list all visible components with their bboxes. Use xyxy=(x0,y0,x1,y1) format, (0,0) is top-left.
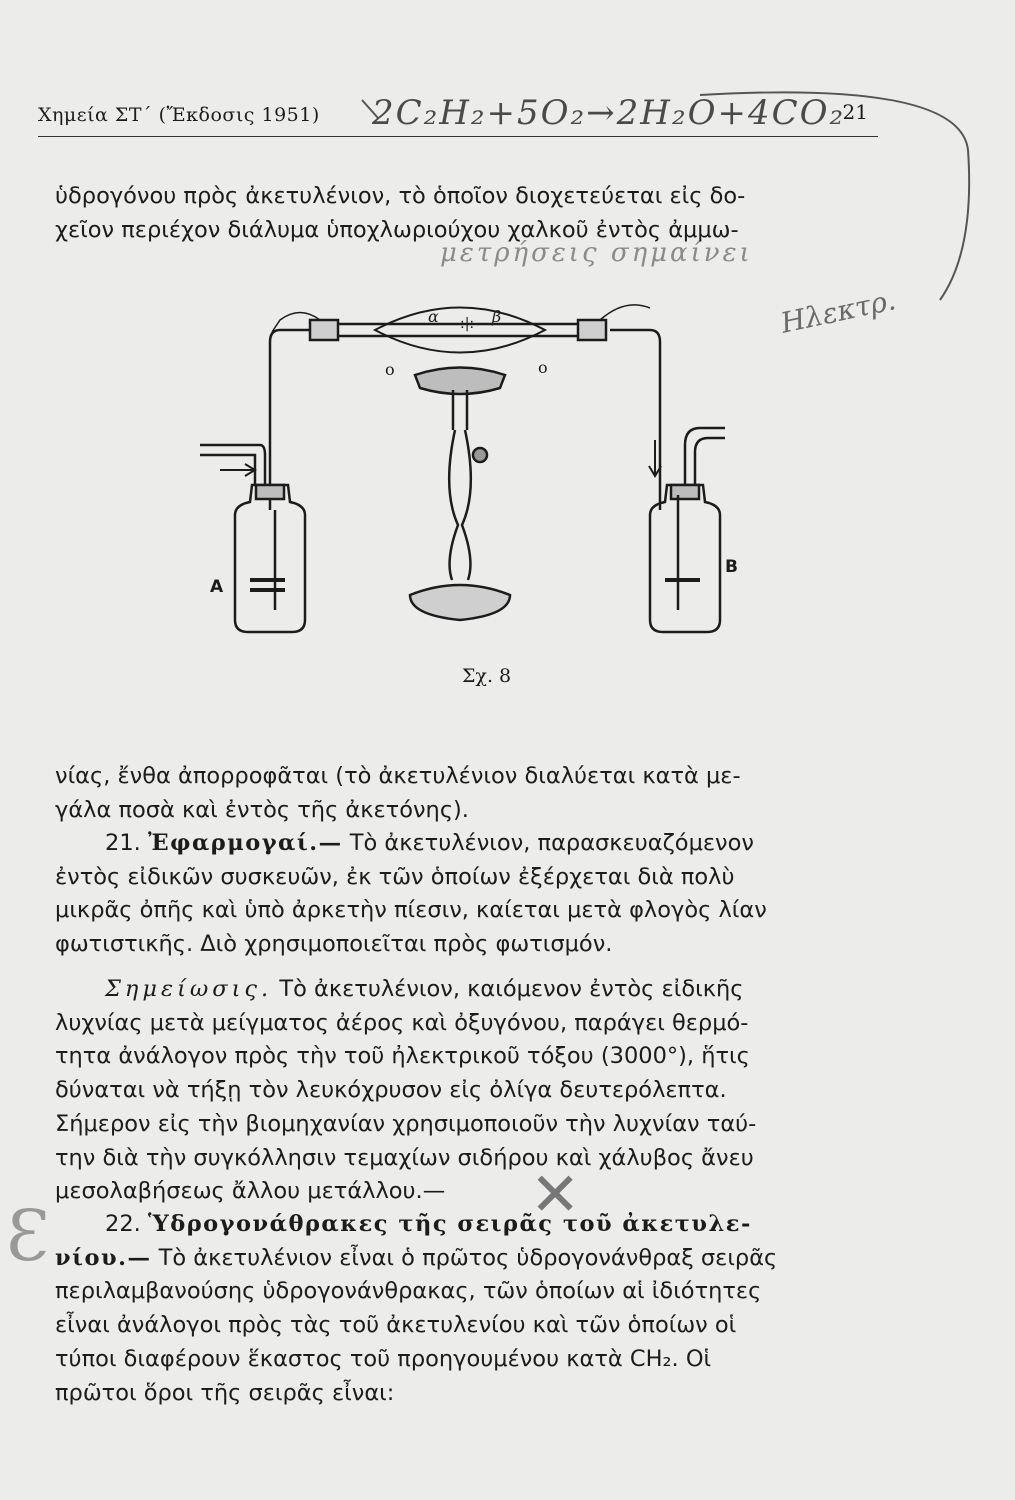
text-line: νίας, ἔνθα ἀπορροφᾶται (τὸ ἀκετυλένιον διαλύεται κατὰ με- xyxy=(55,763,741,789)
note-paragraph xyxy=(55,973,895,1209)
label-bottle-a: A xyxy=(210,577,224,597)
section-22-second-line xyxy=(55,1242,895,1276)
section-number: 22. xyxy=(105,1211,141,1237)
handwritten-note: μετρήσεις σημαίνει xyxy=(440,238,753,268)
paragraph-intro xyxy=(55,180,895,247)
text-line: ὑδρογόνου πρὸς ἀκετυλένιον, τὸ ὁποῖον διοχετεύεται εἰς δο- xyxy=(55,183,746,209)
section-22 xyxy=(55,1208,895,1410)
text-line: την διὰ τὴν συγκόλλησιν τεμαχίων σιδήρου καὶ χάλυβος ἄνευ xyxy=(55,1144,754,1171)
label-o-left: o xyxy=(385,360,395,379)
paragraph-continuation xyxy=(55,760,895,827)
label-alpha: α xyxy=(428,307,439,326)
flame-glyph: :|: xyxy=(460,316,475,332)
handwritten-formula: 2C₂H₂+5O₂→2H₂O+4CO₂ xyxy=(372,93,846,133)
section-22-first-line xyxy=(55,1208,895,1242)
section-number: 21. xyxy=(105,830,141,856)
text-line: γάλα ποσὰ καὶ ἐντὸς τῆς ἀκετόνης). xyxy=(55,796,469,823)
text-line: μεσολαβήσεως ἄλλου μετάλλου.— xyxy=(55,1178,446,1205)
section-heading-continued: νίου.— xyxy=(55,1244,152,1271)
section-21 xyxy=(55,827,895,962)
note-first-line xyxy=(55,973,895,1007)
text-line: δύναται νὰ τήξῃ τὸν λευκόχρυσον εἰς ὀλίγα δευτερόλεπτα. xyxy=(55,1077,727,1104)
text-line: λυχνίας μετὰ μείγματος ἀέρος καὶ ὀξυγόνου, παράγει θερμό- xyxy=(55,1009,749,1036)
page-number: 21 xyxy=(842,100,868,124)
section-heading: Ὑδρογονάθρακες τῆς σειρᾶς τοῦ ἀκετυλε- xyxy=(147,1211,752,1237)
text-fragment: Τὸ ἀκετυλένιον, καιόμενον ἐντὸς εἰδικῆς xyxy=(279,976,744,1002)
figure-caption: Σχ. 8 xyxy=(462,665,512,687)
label-beta: β xyxy=(492,307,502,326)
text-line: περιλαμβανούσης ὑδρογονάνθρακας, τῶν ὁποίων αἱ ἰδιότητες xyxy=(55,1278,762,1305)
text-line: τύποι διαφέρουν ἕκαστος τοῦ προηγουμένου κατὰ CH₂. Οἱ xyxy=(55,1345,712,1372)
apparatus-figure xyxy=(180,280,740,640)
text-line: τητα ἀνάλογον πρὸς τὴν τοῦ ἠλεκτρικοῦ τόξου (3000°), ἥτις xyxy=(55,1043,750,1070)
text-line: Σήμερον εἰς τὴν βιομηχανίαν χρησιμοποιοῦν τὴν λυχνίαν ταύ- xyxy=(55,1110,757,1137)
section-21-first-line xyxy=(55,827,895,861)
text-fragment: Τὸ ἀκετυλένιον εἶναι ὁ πρῶτος ὑδρογονάνθραξ σειρᾶς xyxy=(158,1244,778,1271)
text-fragment: Τὸ ἀκετυλένιον, παρασκευαζόμενον xyxy=(349,830,754,856)
section-heading: Ἐφαρμογαί.— xyxy=(147,830,343,856)
note-label: Σημείωσις. xyxy=(105,976,273,1002)
text-line: φωτιστικῆς. Διὸ χρησιμοποιεῖται πρὸς φωτισμόν. xyxy=(55,931,613,958)
text-line: πρῶτοι ὅροι τῆς σειρᾶς εἶναι: xyxy=(55,1379,395,1406)
running-title: Χημεία ΣΤ΄ (Ἔκδοσις 1951) xyxy=(38,104,320,126)
handwritten-x-mark: ✕ xyxy=(530,1160,581,1230)
label-bottle-b: B xyxy=(725,557,738,577)
text-line: μικρᾶς ὀπῆς καὶ ὑπὸ ἀρκετὴν πίεσιν, καίεται μετὰ φλογὸς λίαν xyxy=(55,897,767,924)
text-line: εἶναι ἀνάλογοι πρὸς τὰς τοῦ ἀκετυλενίου καὶ τῶν ὁποίων οἱ xyxy=(55,1312,737,1339)
handwritten-margin-note: Ηλεκτρ. xyxy=(777,283,899,340)
handwritten-sigma-mark: Ɛ xyxy=(6,1195,50,1277)
label-o-right: o xyxy=(538,358,548,377)
text-line: χεῖον περιέχον διάλυμα ὑποχλωριούχου χαλκοῦ ἐντὸς ἀμμω- xyxy=(55,216,739,243)
text-line: ἐντὸς εἰδικῶν συσκευῶν, ἐκ τῶν ὁποίων ἐξέρχεται διὰ πολὺ xyxy=(55,863,735,890)
